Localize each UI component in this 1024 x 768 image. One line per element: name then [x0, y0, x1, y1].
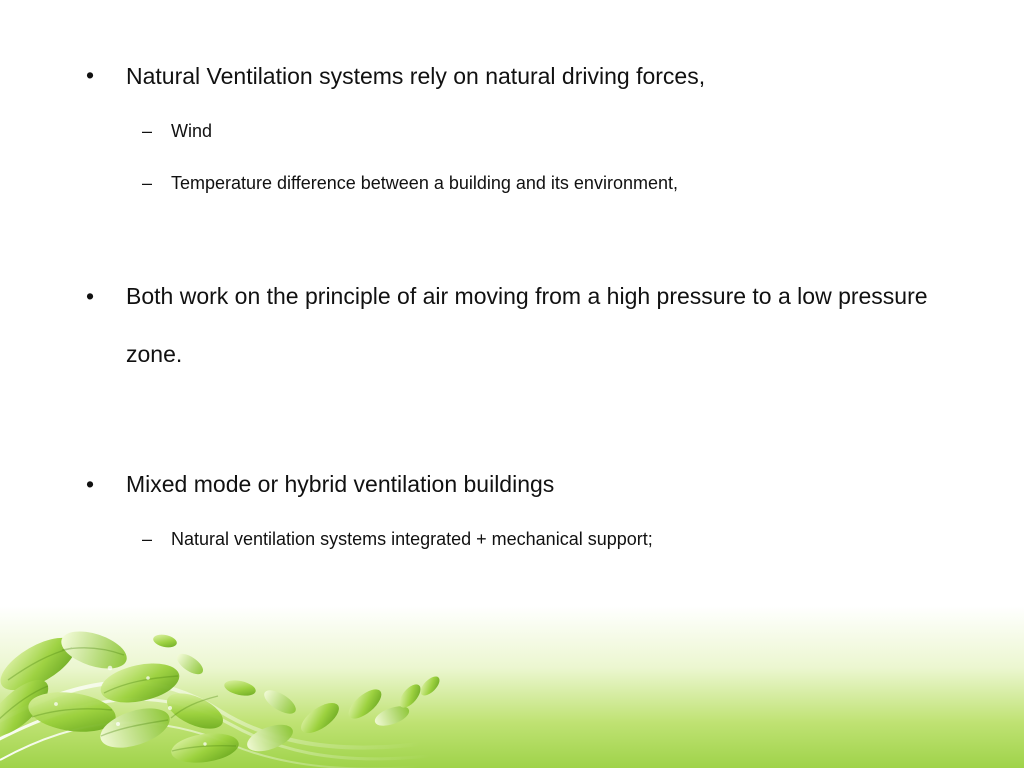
sub-item-text: Natural ventilation systems integrated + mechanical support; — [171, 529, 653, 549]
bullet-icon: • — [86, 62, 95, 88]
bullet-icon: • — [86, 471, 95, 497]
dash-icon: – — [142, 173, 153, 193]
bullet-text: Natural Ventilation systems rely on natural driving forces, — [126, 63, 706, 89]
dash-icon: – — [142, 121, 153, 141]
bullet-icon: • — [86, 283, 95, 309]
bullet-text: Mixed mode or hybrid ventilation buildings — [126, 471, 555, 497]
dash-icon: – — [142, 529, 153, 549]
bullet-text: Both work on the principle of air moving from a high pressure to a low pressure zone. — [126, 283, 928, 367]
sub-item-text: Wind — [171, 121, 213, 141]
sub-item-text: Temperature difference between a building and its environment, — [171, 173, 678, 193]
